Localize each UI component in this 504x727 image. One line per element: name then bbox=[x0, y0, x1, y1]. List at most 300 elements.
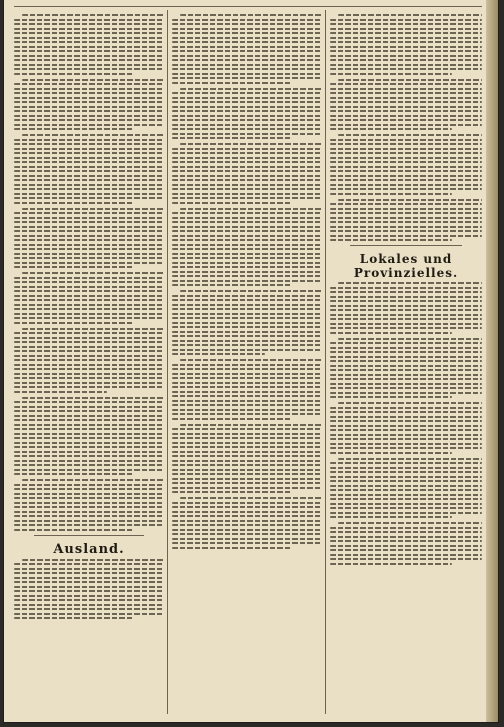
text-paragraph bbox=[330, 282, 482, 334]
text-line bbox=[172, 221, 322, 223]
text-line bbox=[172, 197, 322, 199]
text-line bbox=[14, 337, 164, 339]
text-line bbox=[330, 291, 482, 293]
text-line bbox=[14, 563, 164, 565]
text-line bbox=[14, 515, 164, 517]
text-line bbox=[172, 404, 322, 406]
text-line bbox=[172, 212, 322, 214]
text-line bbox=[338, 134, 482, 136]
text-line bbox=[14, 377, 164, 379]
text-line bbox=[172, 106, 322, 108]
text-line bbox=[172, 166, 322, 168]
text-line bbox=[14, 442, 164, 444]
text-line bbox=[14, 373, 164, 375]
text-line bbox=[172, 97, 322, 99]
text-line bbox=[172, 455, 322, 457]
text-line bbox=[330, 443, 482, 445]
text-line bbox=[14, 83, 164, 85]
text-line bbox=[172, 59, 322, 61]
text-line bbox=[14, 188, 164, 190]
text-paragraph bbox=[14, 208, 164, 269]
text-line bbox=[172, 124, 322, 126]
text-line bbox=[14, 148, 164, 150]
text-line bbox=[14, 161, 164, 163]
text-line bbox=[330, 106, 482, 108]
text-line bbox=[172, 391, 322, 393]
text-line bbox=[330, 19, 482, 21]
text-line bbox=[330, 50, 482, 52]
text-line bbox=[172, 68, 322, 70]
text-line bbox=[14, 469, 164, 471]
text-paragraph bbox=[14, 328, 164, 393]
text-line bbox=[330, 480, 482, 482]
text-line bbox=[180, 88, 322, 90]
text-line bbox=[14, 332, 164, 334]
text-paragraph bbox=[330, 14, 482, 75]
text-line bbox=[330, 545, 482, 547]
text-line bbox=[172, 317, 322, 319]
text-line bbox=[14, 253, 164, 255]
text-line bbox=[172, 473, 322, 475]
text-line bbox=[330, 360, 482, 362]
section-divider bbox=[350, 245, 462, 246]
text-line bbox=[330, 429, 482, 431]
text-line bbox=[330, 540, 482, 542]
text-line bbox=[330, 420, 482, 422]
text-line bbox=[330, 101, 482, 103]
text-line bbox=[14, 568, 164, 570]
text-line bbox=[14, 257, 164, 259]
text-line bbox=[330, 83, 482, 85]
text-line bbox=[330, 300, 482, 302]
text-line bbox=[330, 383, 482, 385]
text-line bbox=[14, 295, 164, 297]
text-line bbox=[180, 143, 322, 145]
text-line bbox=[172, 50, 322, 52]
text-paragraph bbox=[172, 88, 322, 140]
text-line bbox=[330, 392, 482, 394]
text-line bbox=[330, 23, 482, 25]
text-line bbox=[180, 290, 322, 292]
text-line bbox=[22, 328, 164, 330]
text-line bbox=[330, 230, 482, 232]
text-line bbox=[172, 217, 322, 219]
text-line bbox=[172, 344, 322, 346]
text-line bbox=[14, 368, 164, 370]
text-line bbox=[330, 68, 482, 70]
text-line bbox=[22, 479, 164, 481]
text-line bbox=[172, 446, 322, 448]
text-line bbox=[330, 365, 482, 367]
text-line bbox=[172, 148, 322, 150]
text-paragraph bbox=[14, 14, 164, 75]
text-line bbox=[14, 455, 164, 457]
text-line bbox=[330, 503, 482, 505]
text-line bbox=[172, 322, 322, 324]
text-line bbox=[14, 446, 164, 448]
text-line bbox=[14, 244, 164, 246]
text-line bbox=[14, 175, 164, 177]
text-line bbox=[172, 335, 322, 337]
text-line bbox=[172, 28, 322, 30]
text-line bbox=[14, 428, 164, 430]
text-line bbox=[330, 356, 482, 358]
text-line bbox=[330, 447, 482, 449]
text-line bbox=[172, 542, 322, 544]
text-line bbox=[172, 386, 322, 388]
text-line bbox=[180, 497, 322, 499]
text-line bbox=[330, 128, 452, 130]
text-line bbox=[172, 520, 322, 522]
text-line bbox=[14, 266, 134, 268]
text-line bbox=[330, 208, 482, 210]
text-line bbox=[14, 184, 164, 186]
text-line bbox=[14, 410, 164, 412]
text-line bbox=[330, 332, 452, 334]
text-line bbox=[172, 73, 322, 75]
text-line bbox=[14, 68, 164, 70]
text-line bbox=[172, 110, 322, 112]
text-line bbox=[14, 581, 164, 583]
text-line bbox=[14, 322, 134, 324]
text-line bbox=[330, 516, 452, 518]
text-line bbox=[14, 608, 164, 610]
text-line bbox=[172, 413, 322, 415]
text-line bbox=[330, 161, 482, 163]
text-line bbox=[330, 221, 482, 223]
text-line bbox=[14, 304, 164, 306]
text-line bbox=[330, 531, 482, 533]
text-line bbox=[14, 386, 164, 388]
text-line bbox=[172, 299, 322, 301]
text-line bbox=[172, 284, 292, 286]
text-line bbox=[172, 32, 322, 34]
text-line bbox=[14, 37, 164, 39]
text-line bbox=[14, 613, 164, 615]
text-line bbox=[172, 428, 322, 430]
text-line bbox=[14, 364, 164, 366]
text-line bbox=[14, 617, 134, 619]
text-line bbox=[172, 184, 322, 186]
text-paragraph bbox=[330, 402, 482, 454]
text-line bbox=[172, 364, 322, 366]
text-line bbox=[330, 226, 482, 228]
text-line bbox=[14, 230, 164, 232]
text-line bbox=[14, 281, 164, 283]
text-line bbox=[330, 558, 482, 560]
text-line bbox=[172, 244, 322, 246]
text-line bbox=[172, 23, 322, 25]
text-line bbox=[338, 522, 482, 524]
text-line bbox=[330, 287, 482, 289]
text-line bbox=[330, 296, 482, 298]
text-line bbox=[330, 64, 482, 66]
text-line bbox=[180, 208, 322, 210]
text-line bbox=[172, 349, 322, 351]
newspaper-page bbox=[4, 0, 498, 722]
top-rule bbox=[14, 6, 482, 7]
text-line bbox=[14, 341, 164, 343]
text-line bbox=[172, 524, 322, 526]
text-line bbox=[172, 506, 322, 508]
text-line bbox=[14, 106, 164, 108]
text-line bbox=[14, 179, 164, 181]
text-line bbox=[14, 529, 134, 531]
text-line bbox=[172, 248, 322, 250]
text-line bbox=[172, 409, 322, 411]
text-line bbox=[14, 419, 164, 421]
text-line bbox=[14, 277, 164, 279]
text-line bbox=[172, 515, 322, 517]
text-line bbox=[172, 170, 322, 172]
text-paragraph bbox=[330, 522, 482, 565]
text-line bbox=[14, 401, 164, 403]
text-line bbox=[14, 212, 164, 214]
text-line bbox=[14, 437, 164, 439]
text-line bbox=[14, 415, 164, 417]
text-line bbox=[330, 471, 482, 473]
text-line bbox=[14, 239, 164, 241]
text-line bbox=[14, 28, 164, 30]
text-line bbox=[14, 115, 164, 117]
text-line bbox=[330, 396, 452, 398]
text-line bbox=[14, 128, 134, 130]
text-line bbox=[330, 498, 482, 500]
text-line bbox=[14, 92, 164, 94]
text-line bbox=[14, 248, 164, 250]
text-line bbox=[180, 14, 322, 16]
text-line bbox=[330, 527, 482, 529]
text-line bbox=[14, 46, 164, 48]
text-line bbox=[172, 469, 322, 471]
text-line bbox=[330, 92, 482, 94]
text-line bbox=[172, 137, 292, 139]
text-line bbox=[338, 338, 482, 340]
text-line bbox=[172, 128, 322, 130]
text-line bbox=[172, 395, 322, 397]
text-line bbox=[330, 387, 482, 389]
text-line bbox=[172, 280, 322, 282]
text-line bbox=[14, 170, 164, 172]
text-line bbox=[330, 115, 482, 117]
text-line bbox=[172, 262, 322, 264]
text-line bbox=[14, 484, 164, 486]
text-line bbox=[14, 520, 164, 522]
text-line bbox=[330, 305, 482, 307]
text-line bbox=[330, 73, 452, 75]
text-line bbox=[14, 524, 164, 526]
text-line bbox=[22, 397, 164, 399]
text-line bbox=[172, 152, 322, 154]
text-line bbox=[330, 476, 482, 478]
text-line bbox=[14, 599, 164, 601]
text-line bbox=[172, 547, 292, 549]
text-line bbox=[172, 400, 322, 402]
text-line bbox=[172, 119, 322, 121]
text-line bbox=[180, 359, 322, 361]
text-line bbox=[172, 257, 322, 259]
text-line bbox=[172, 373, 322, 375]
text-line bbox=[14, 217, 164, 219]
text-line bbox=[330, 193, 452, 195]
text-line bbox=[172, 253, 322, 255]
text-line bbox=[330, 314, 482, 316]
text-line bbox=[14, 23, 164, 25]
text-line bbox=[330, 55, 482, 57]
text-line bbox=[330, 378, 482, 380]
text-line bbox=[14, 166, 164, 168]
text-line bbox=[14, 124, 164, 126]
text-paragraph bbox=[172, 143, 322, 204]
text-line bbox=[330, 309, 482, 311]
text-line bbox=[22, 559, 164, 561]
text-line bbox=[22, 134, 164, 136]
text-line bbox=[330, 203, 482, 205]
text-line bbox=[330, 512, 482, 514]
text-line bbox=[338, 458, 482, 460]
text-line bbox=[172, 418, 292, 420]
text-line bbox=[330, 342, 482, 344]
text-line bbox=[14, 604, 164, 606]
text-line bbox=[172, 482, 322, 484]
text-line bbox=[330, 59, 482, 61]
text-line bbox=[172, 313, 322, 315]
text-paragraph bbox=[172, 359, 322, 420]
text-paragraph bbox=[330, 338, 482, 399]
text-line bbox=[330, 369, 482, 371]
text-line bbox=[172, 433, 322, 435]
text-line bbox=[330, 110, 482, 112]
text-line bbox=[330, 88, 482, 90]
text-line bbox=[14, 88, 164, 90]
text-paragraph bbox=[330, 79, 482, 131]
text-line bbox=[172, 326, 322, 328]
column-rule bbox=[325, 10, 326, 714]
text-line bbox=[330, 97, 482, 99]
text-line bbox=[330, 212, 482, 214]
text-line bbox=[172, 188, 322, 190]
text-line bbox=[14, 488, 164, 490]
text-line bbox=[14, 73, 134, 75]
text-line bbox=[172, 377, 322, 379]
text-line bbox=[330, 179, 482, 181]
text-line bbox=[172, 331, 322, 333]
text-line bbox=[172, 478, 322, 480]
text-paragraph bbox=[172, 14, 322, 84]
text-paragraph bbox=[14, 134, 164, 204]
text-line bbox=[172, 175, 322, 177]
text-line bbox=[330, 37, 482, 39]
text-paragraph bbox=[330, 458, 482, 519]
text-paragraph bbox=[330, 199, 482, 242]
section-heading: Lokales und Provinzielles. bbox=[353, 252, 459, 280]
text-line bbox=[330, 166, 482, 168]
text-line bbox=[330, 143, 482, 145]
text-line bbox=[180, 424, 322, 426]
text-paragraph bbox=[330, 134, 482, 195]
text-line bbox=[330, 148, 482, 150]
text-line bbox=[14, 202, 134, 204]
text-line bbox=[338, 199, 482, 201]
text-line bbox=[330, 411, 482, 413]
text-line bbox=[338, 14, 482, 16]
text-line bbox=[14, 502, 164, 504]
text-line bbox=[14, 590, 164, 592]
text-line bbox=[14, 286, 164, 288]
text-line bbox=[172, 382, 322, 384]
text-line bbox=[14, 493, 164, 495]
text-line bbox=[172, 487, 322, 489]
text-line bbox=[172, 133, 322, 135]
text-line bbox=[14, 497, 164, 499]
text-line bbox=[14, 193, 164, 195]
text-line bbox=[14, 346, 164, 348]
text-line bbox=[14, 473, 134, 475]
text-line bbox=[14, 64, 164, 66]
text-line bbox=[330, 554, 482, 556]
text-line bbox=[14, 110, 164, 112]
text-line bbox=[172, 491, 292, 493]
text-line bbox=[172, 308, 322, 310]
text-line bbox=[330, 489, 482, 491]
text-line bbox=[14, 595, 164, 597]
text-line bbox=[14, 506, 164, 508]
text-line bbox=[172, 92, 322, 94]
text-line bbox=[330, 235, 482, 237]
text-line bbox=[14, 572, 164, 574]
text-line bbox=[172, 460, 322, 462]
text-line bbox=[172, 179, 322, 181]
text-line bbox=[172, 193, 322, 195]
text-line bbox=[330, 139, 482, 141]
text-line bbox=[330, 452, 452, 454]
text-line bbox=[14, 41, 164, 43]
text-paragraph bbox=[14, 479, 164, 531]
text-line bbox=[330, 28, 482, 30]
text-line bbox=[14, 359, 164, 361]
text-paragraph bbox=[172, 424, 322, 494]
text-line bbox=[330, 175, 482, 177]
text-line bbox=[330, 351, 482, 353]
column-3 bbox=[330, 14, 482, 714]
text-line bbox=[330, 318, 482, 320]
text-line bbox=[14, 451, 164, 453]
text-line bbox=[22, 79, 164, 81]
text-line bbox=[172, 368, 322, 370]
text-line bbox=[330, 494, 482, 496]
text-line bbox=[172, 202, 292, 204]
text-line bbox=[172, 37, 322, 39]
text-line bbox=[172, 275, 322, 277]
text-line bbox=[14, 262, 164, 264]
text-line bbox=[172, 442, 322, 444]
text-paragraph bbox=[14, 559, 164, 620]
text-line bbox=[14, 32, 164, 34]
text-line bbox=[172, 230, 322, 232]
text-line bbox=[172, 161, 322, 163]
text-line bbox=[330, 374, 482, 376]
text-line bbox=[14, 433, 164, 435]
text-line bbox=[330, 434, 482, 436]
text-line bbox=[172, 340, 322, 342]
text-line bbox=[14, 577, 164, 579]
text-line bbox=[14, 460, 164, 462]
text-line bbox=[14, 97, 164, 99]
text-paragraph bbox=[172, 208, 322, 287]
text-line bbox=[172, 235, 322, 237]
text-line bbox=[172, 266, 322, 268]
text-line bbox=[330, 188, 482, 190]
